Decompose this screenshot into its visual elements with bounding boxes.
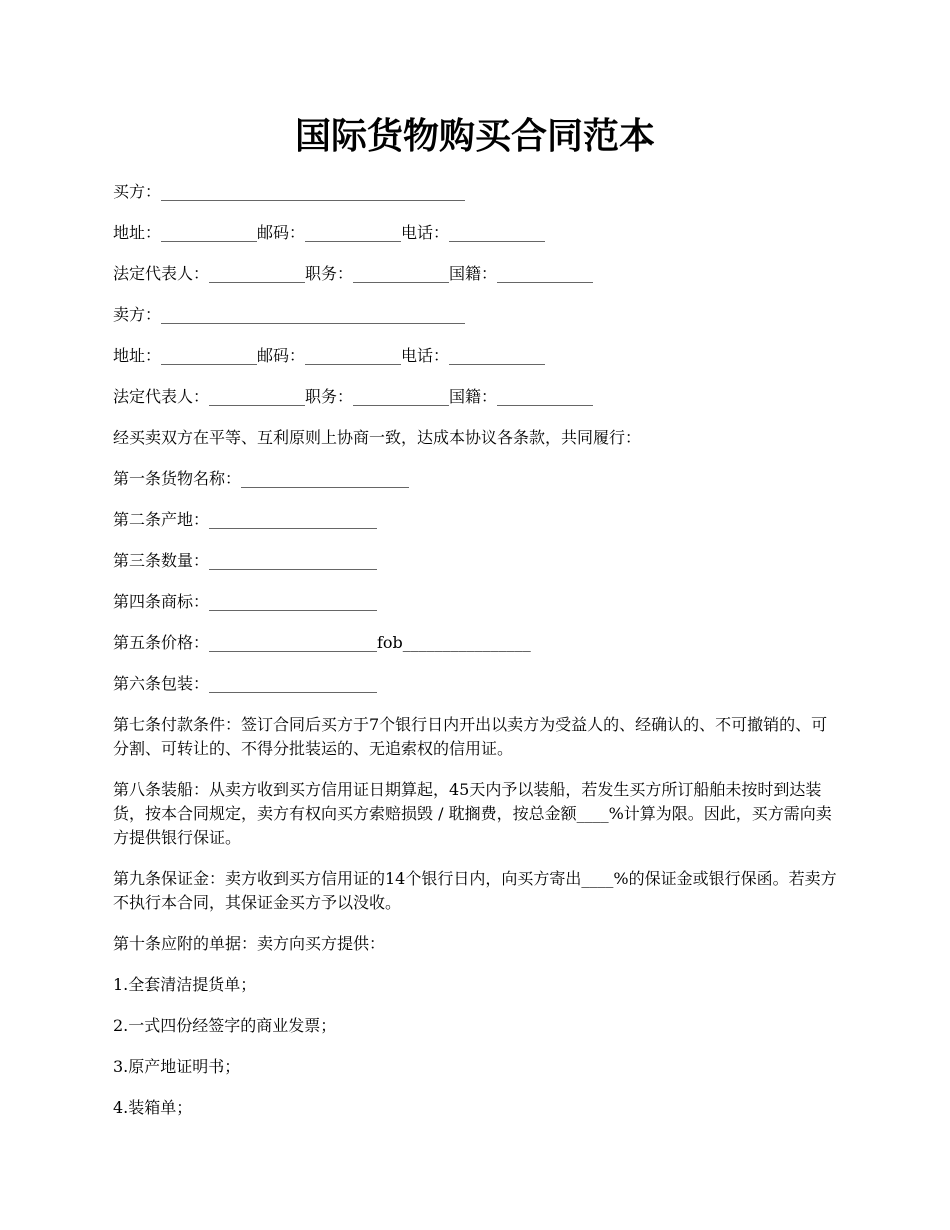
buyer-representative-line: 法定代表人：____________职务：____________国籍：____________ [113, 264, 594, 283]
document-item-2: 2.一式四份经签字的商业发票； [113, 1016, 337, 1035]
seller-representative-line: 法定代表人：____________职务：____________国籍：____________ [113, 387, 594, 406]
seller-address-line: 地址：____________邮码：____________电话：____________ [113, 346, 546, 365]
document-item-1: 1.全套清洁提货单； [113, 975, 257, 994]
article-4-trademark: 第四条商标：_____________________ [113, 592, 378, 611]
seller-line: 卖方：______________________________________ [113, 305, 466, 324]
document-item-3: 3.原产地证明书； [113, 1057, 241, 1076]
article-7-payment: 第七条付款条件：签订合同后买方于7个银行日内开出以卖方为受益人的、经确认的、不可撤销的、可分割、可转让的、不得分批装运的、无追索权的信用证。 [113, 715, 828, 758]
article-8-shipment: 第八条装船：从卖方收到买方信用证日期算起，45天内予以装船，若发生买方所订船舶未按时到达装货，按本合同规定，卖方有权向买方索赔损毁 / 耽搁费，按总金额____%计算为限。因此，买方需向卖方提供银行保证。 [113, 780, 832, 847]
document-item-4: 4.装箱单； [113, 1098, 193, 1117]
article-10-documents: 第十条应附的单据：卖方向买方提供： [113, 934, 386, 953]
contract-body [113, 180, 843, 1137]
article-6-packaging: 第六条包装：_____________________ [113, 674, 378, 693]
article-1-goods-name: 第一条货物名称：_____________________ [113, 469, 410, 488]
article-3-quantity: 第三条数量：_____________________ [113, 551, 378, 570]
article-2-origin: 第二条产地：_____________________ [113, 510, 378, 529]
buyer-address-line: 地址：____________邮码：____________电话：____________ [113, 223, 546, 242]
article-9-deposit: 第九条保证金：卖方收到买方信用证的14个银行日内，向买方寄出____%的保证金或银行保函。若卖方不执行本合同，其保证金买方予以没收。 [113, 869, 837, 912]
document-title: 国际货物购买合同范本 [294, 115, 655, 157]
buyer-line: 买方：______________________________________ [113, 182, 466, 201]
article-5-price: 第五条价格：_____________________fob________________ [113, 633, 531, 652]
preamble-line: 经买卖双方在平等、互利原则上协商一致，达成本协议各条款，共同履行： [113, 428, 642, 447]
